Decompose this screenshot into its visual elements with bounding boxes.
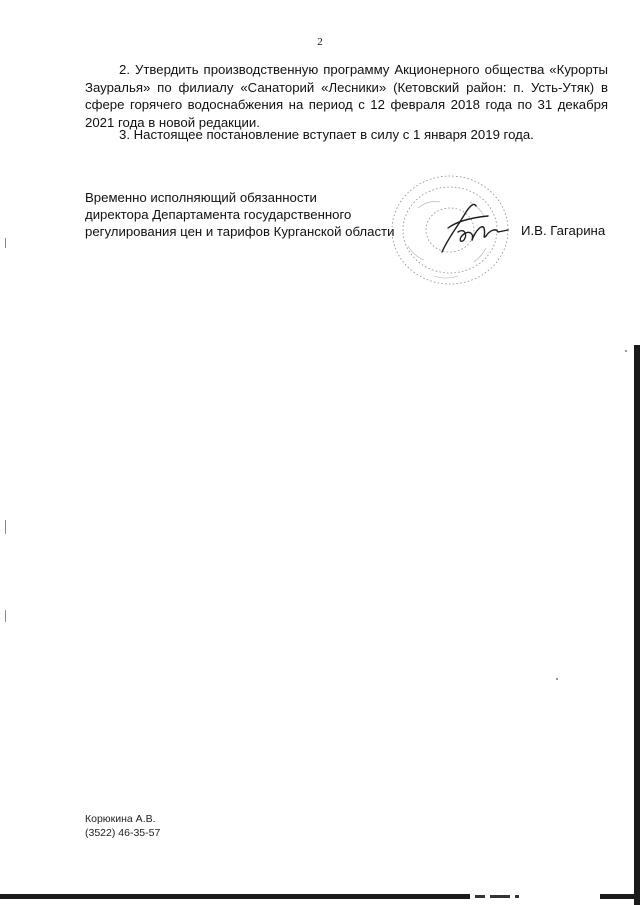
page-number: 2 bbox=[317, 36, 323, 48]
signatory-position bbox=[85, 189, 394, 240]
executor-phone: (3522) 46-35-57 bbox=[85, 827, 161, 839]
scan-mark bbox=[5, 610, 6, 622]
position-line: Временно исполняющий обязанности bbox=[85, 190, 317, 205]
paragraph-text: 2. Утвердить производственную программу Акционерного общества «Курорты Зауралья» по филиалу «Санаторий «Лесники» (Кетовский район: п. Усть-Утяк) в сфере горячего водоснабжения на период с 12 февраля 2018 года по 31 декабря 2021 года в новой редакции. bbox=[85, 62, 608, 130]
executor-contact bbox=[85, 812, 160, 840]
scan-speck bbox=[556, 678, 558, 680]
executor-name: Корюкина А.В. bbox=[85, 813, 156, 825]
scan-edge-shadow bbox=[634, 345, 640, 905]
scan-speck bbox=[625, 350, 627, 352]
handwritten-signature-icon bbox=[442, 204, 508, 252]
scan-bottom-edge bbox=[0, 894, 640, 900]
paragraph-text: 3. Настоящее постановление вступает в силу с 1 января 2019 года. bbox=[119, 127, 534, 142]
scan-mark bbox=[5, 238, 6, 248]
scan-mark bbox=[5, 520, 6, 534]
paragraph-item-3 bbox=[85, 126, 608, 144]
position-line: регулирования цен и тарифов Курганской области bbox=[85, 224, 395, 239]
official-seal-icon bbox=[378, 168, 518, 293]
position-line: директора Департамента государственного bbox=[85, 207, 352, 222]
signatory-name: И.В. Гагарина bbox=[521, 223, 606, 238]
paragraph-item-2 bbox=[85, 61, 608, 131]
